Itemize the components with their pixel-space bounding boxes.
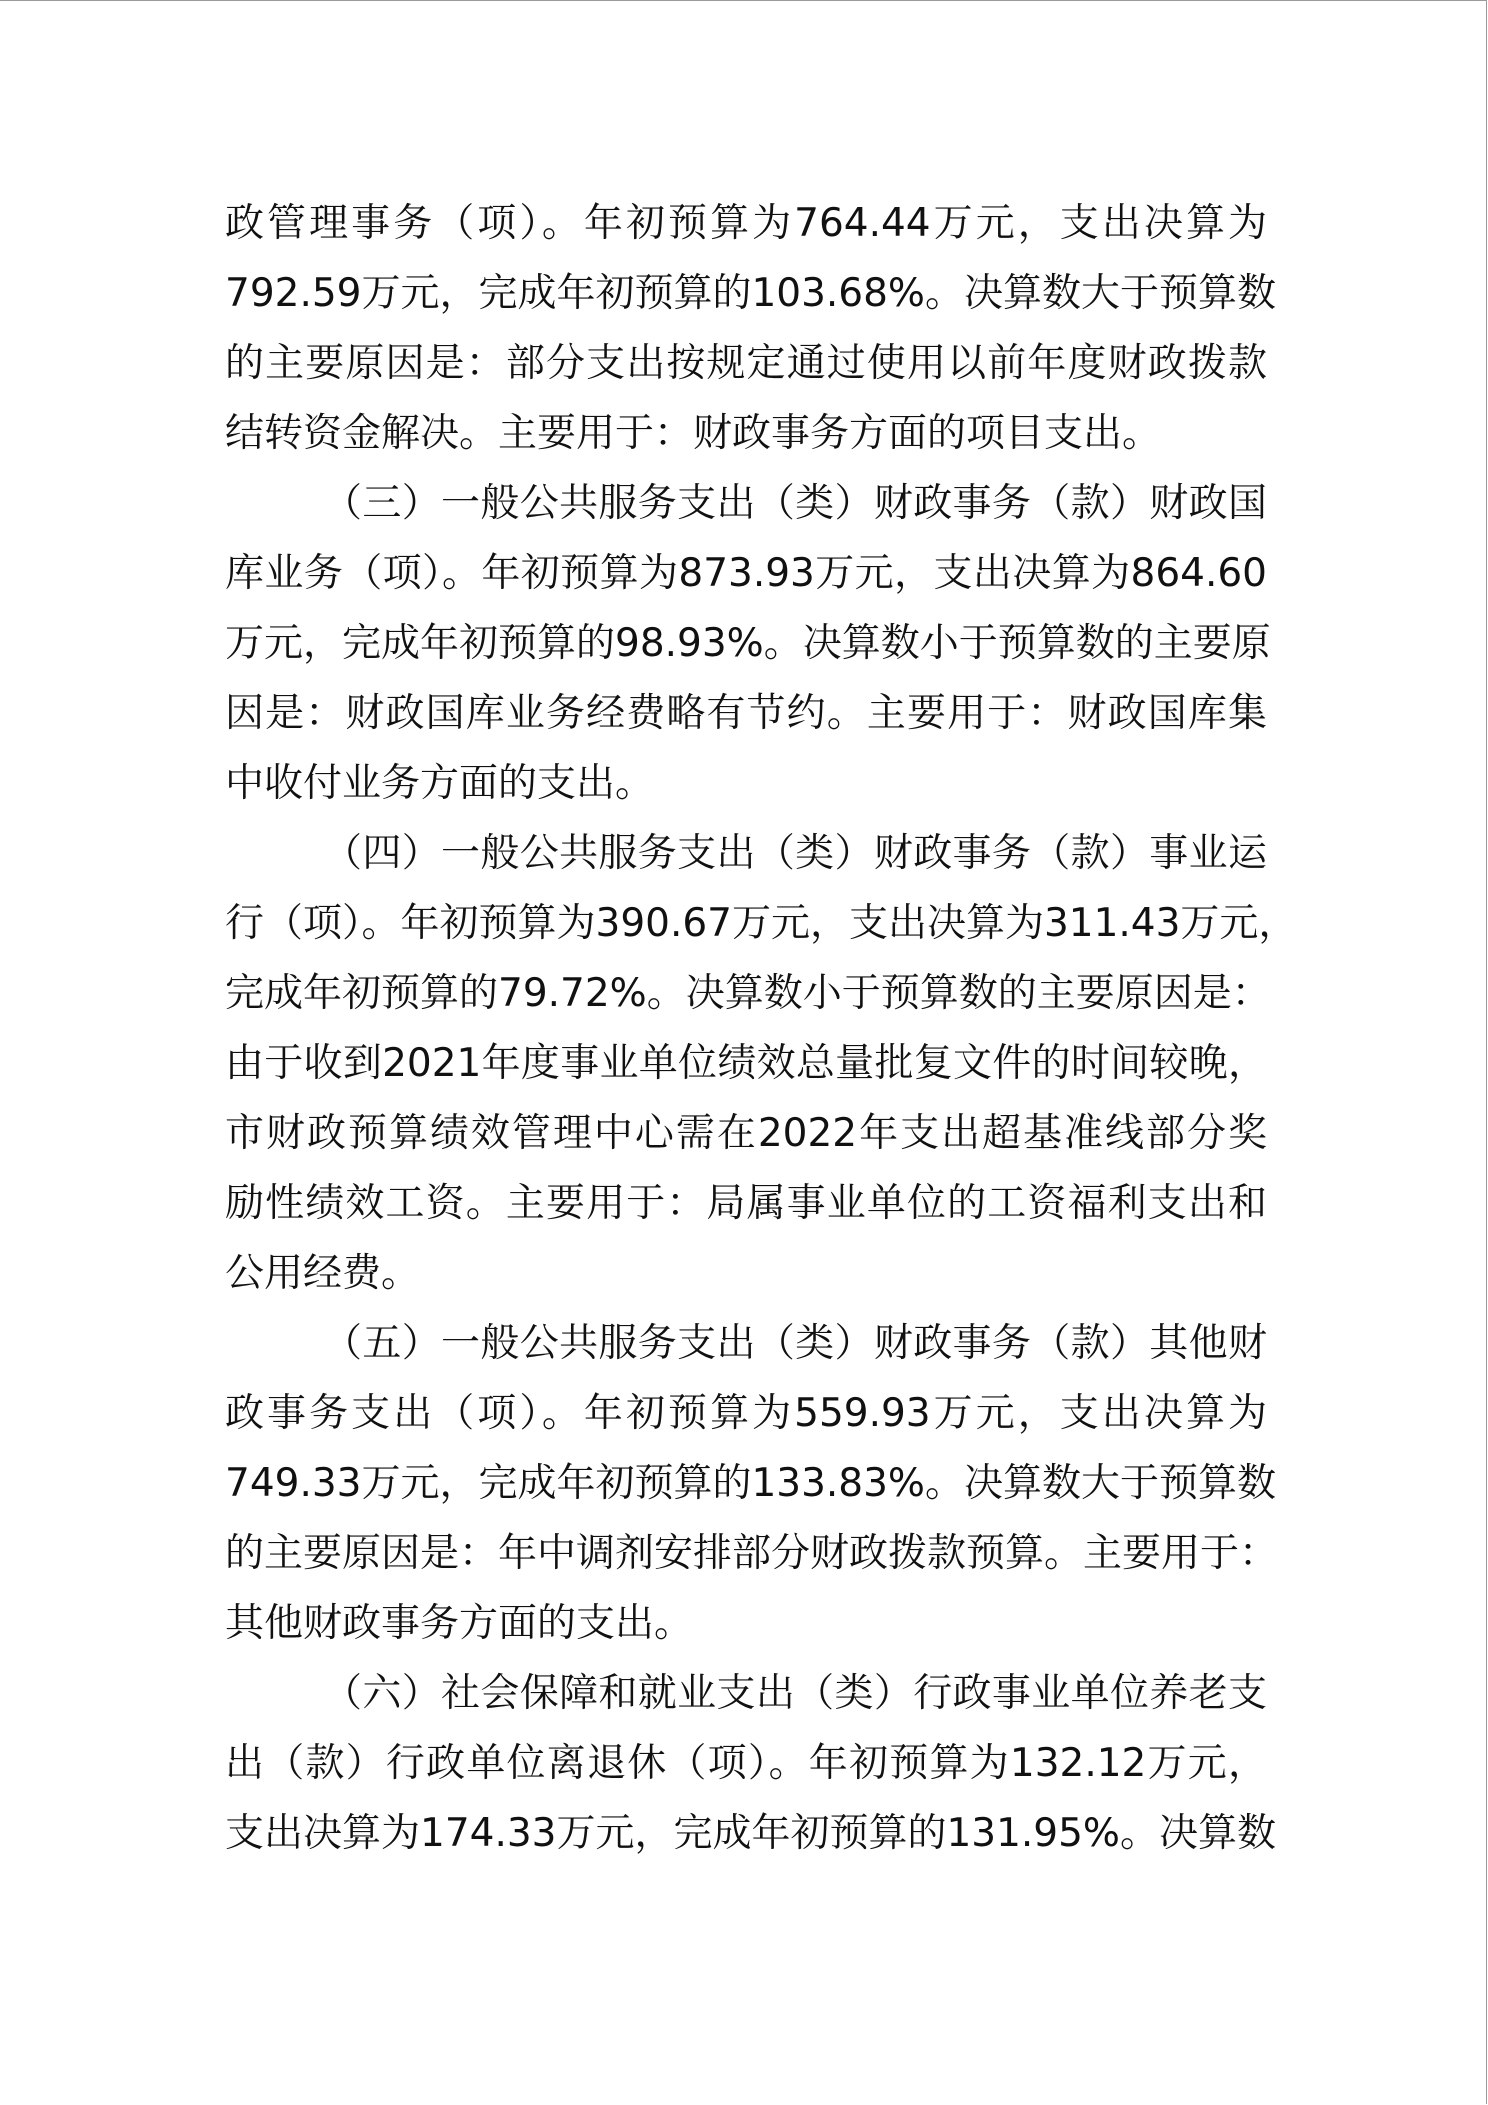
text-line: 的主要原因是：年中调剂安排部分财政拨款预算。主要用于： <box>225 1531 1279 1576</box>
text-line: 完成年初预算的79.72%。决算数小于预算数的主要原因是： <box>225 971 1271 1016</box>
text-line: 其他财政事务方面的支出。 <box>225 1601 694 1646</box>
text-line: 中收付业务方面的支出。 <box>225 761 655 806</box>
text-line: 政事务支出（项）。年初预算为559.93万元，支出决算为 <box>225 1391 1267 1436</box>
text-line: 的主要原因是：部分支出按规定通过使用以前年度财政拨款 <box>225 341 1267 386</box>
text-line: 由于收到2021年度事业单位绩效总量批复文件的时间较晚， <box>225 1041 1267 1086</box>
text-line: 结转资金解决。主要用于：财政事务方面的项目支出。 <box>225 411 1162 456</box>
text-line: 库业务（项）。年初预算为873.93万元，支出决算为864.60 <box>225 551 1267 596</box>
text-line: 支出决算为174.33万元，完成年初预算的131.95%。决算数 <box>225 1811 1276 1856</box>
section-heading-line: （五）一般公共服务支出（类）财政事务（款）其他财 <box>323 1321 1267 1366</box>
section-heading-line: （六）社会保障和就业支出（类）行政事业单位养老支 <box>323 1671 1267 1716</box>
text-line: 励性绩效工资。主要用于：局属事业单位的工资福利支出和 <box>225 1181 1267 1226</box>
text-line: 出（款）行政单位离退休（项）。年初预算为132.12万元， <box>225 1741 1267 1786</box>
text-line: 749.33万元，完成年初预算的133.83%。决算数大于预算数 <box>225 1461 1276 1506</box>
text-line: 市财政预算绩效管理中心需在2022年支出超基准线部分奖 <box>225 1111 1267 1156</box>
text-line: 792.59万元，完成年初预算的103.68%。决算数大于预算数 <box>225 271 1276 316</box>
text-line: 公用经费。 <box>225 1251 421 1296</box>
text-line: 因是：财政国库业务经费略有节约。主要用于：财政国库集 <box>225 691 1267 736</box>
text-line: 政管理事务（项）。年初预算为764.44万元，支出决算为 <box>225 201 1267 246</box>
text-line: 万元，完成年初预算的98.93%。决算数小于预算数的主要原 <box>225 621 1271 666</box>
body-text <box>225 189 1298 1869</box>
section-heading-line: （三）一般公共服务支出（类）财政事务（款）财政国 <box>323 481 1267 526</box>
section-heading-line: （四）一般公共服务支出（类）财政事务（款）事业运 <box>323 831 1267 876</box>
text-line: 行（项）。年初预算为390.67万元，支出决算为311.43万元， <box>225 901 1298 946</box>
